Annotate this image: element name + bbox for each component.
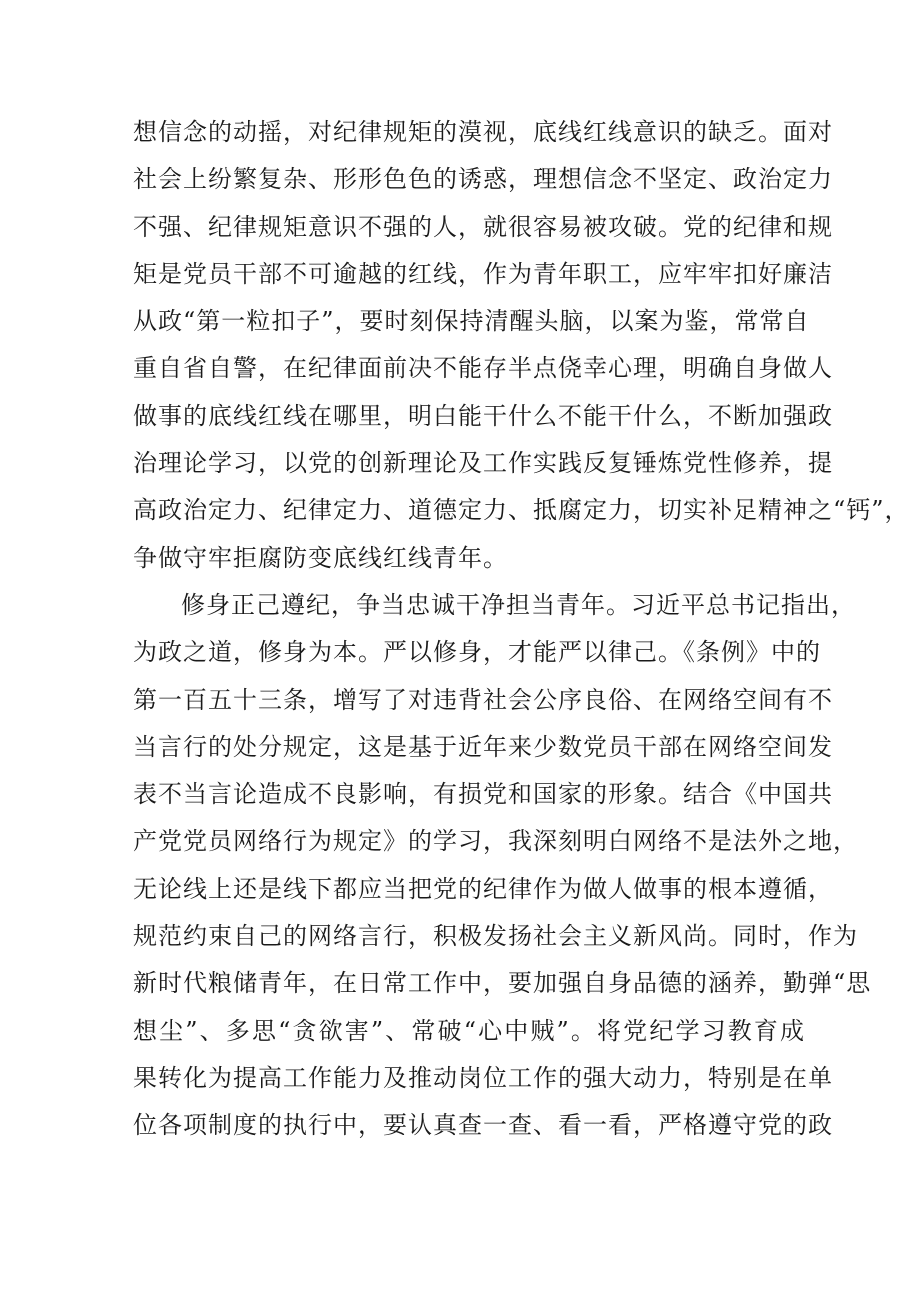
text-line: 想尘”、多思“贪欲害”、常破“心中贼”。将党纪学习教育成: [133, 1016, 805, 1045]
paragraph-2: [133, 586, 872, 1154]
document-body: [133, 113, 910, 1154]
text-line: 矩是党员干部不可逾越的红线，作为青年职工，应牢牢扣好廉洁: [133, 259, 833, 288]
text-line: 高政治定力、纪律定力、道德定力、抵腐定力，切实补足精神之“钙”，: [133, 496, 910, 525]
text-line: 产党党员网络行为规定》的学习，我深刻明白网络不是法外之地，: [133, 827, 858, 856]
text-line: 修身正己遵纪，争当忠诚干净担当青年。习近平总书记指出，: [181, 590, 856, 619]
text-line: 治理论学习，以党的创新理论及工作实践反复锤炼党性修养，提: [133, 449, 833, 478]
text-line: 从政“第一粒扣子”，要时刻保持清醒头脑，以案为鉴，常常自: [133, 307, 810, 336]
text-line: 为政之道，修身为本。严以修身，才能严以律己。《条例》中的: [133, 638, 821, 667]
text-line: 位各项制度的执行中，要认真查一查、看一看，严格遵守党的政: [133, 1111, 833, 1140]
text-line: 表不当言论造成不良影响，有损党和国家的形象。结合《中国共: [133, 780, 833, 809]
text-line: 第一百五十三条，增写了对违背社会公序良俗、在网络空间有不: [133, 685, 833, 714]
text-line: 做事的底线红线在哪里，明白能干什么不能干什么，不断加强政: [133, 401, 833, 430]
text-line: 当言行的处分规定，这是基于近年来少数党员干部在网络空间发: [133, 732, 833, 761]
paragraph-1: [133, 113, 910, 586]
text-line: 新时代粮储青年，在日常工作中，要加强自身品德的涵养，勤弹“思: [133, 969, 872, 998]
text-line: 果转化为提高工作能力及推动岗位工作的强大动力，特别是在单: [133, 1063, 833, 1092]
text-line: 不强、纪律规矩意识不强的人，就很容易被攻破。党的纪律和规: [133, 212, 833, 241]
text-line: 重自省自警，在纪律面前决不能存半点侥幸心理，明确自身做人: [133, 354, 833, 383]
text-line: 规范约束自己的网络言行，积极发扬社会主义新风尚。同时，作为: [133, 922, 858, 951]
text-line: 无论线上还是线下都应当把党的纪律作为做人做事的根本遵循，: [133, 874, 833, 903]
text-line: 想信念的动摇，对纪律规矩的漠视，底线红线意识的缺乏。面对: [133, 118, 833, 146]
text-line: 社会上纷繁复杂、形形色色的诱惑，理想信念不坚定、政治定力: [133, 165, 833, 194]
text-line: 争做守牢拒腐防变底线红线青年。: [133, 543, 508, 572]
